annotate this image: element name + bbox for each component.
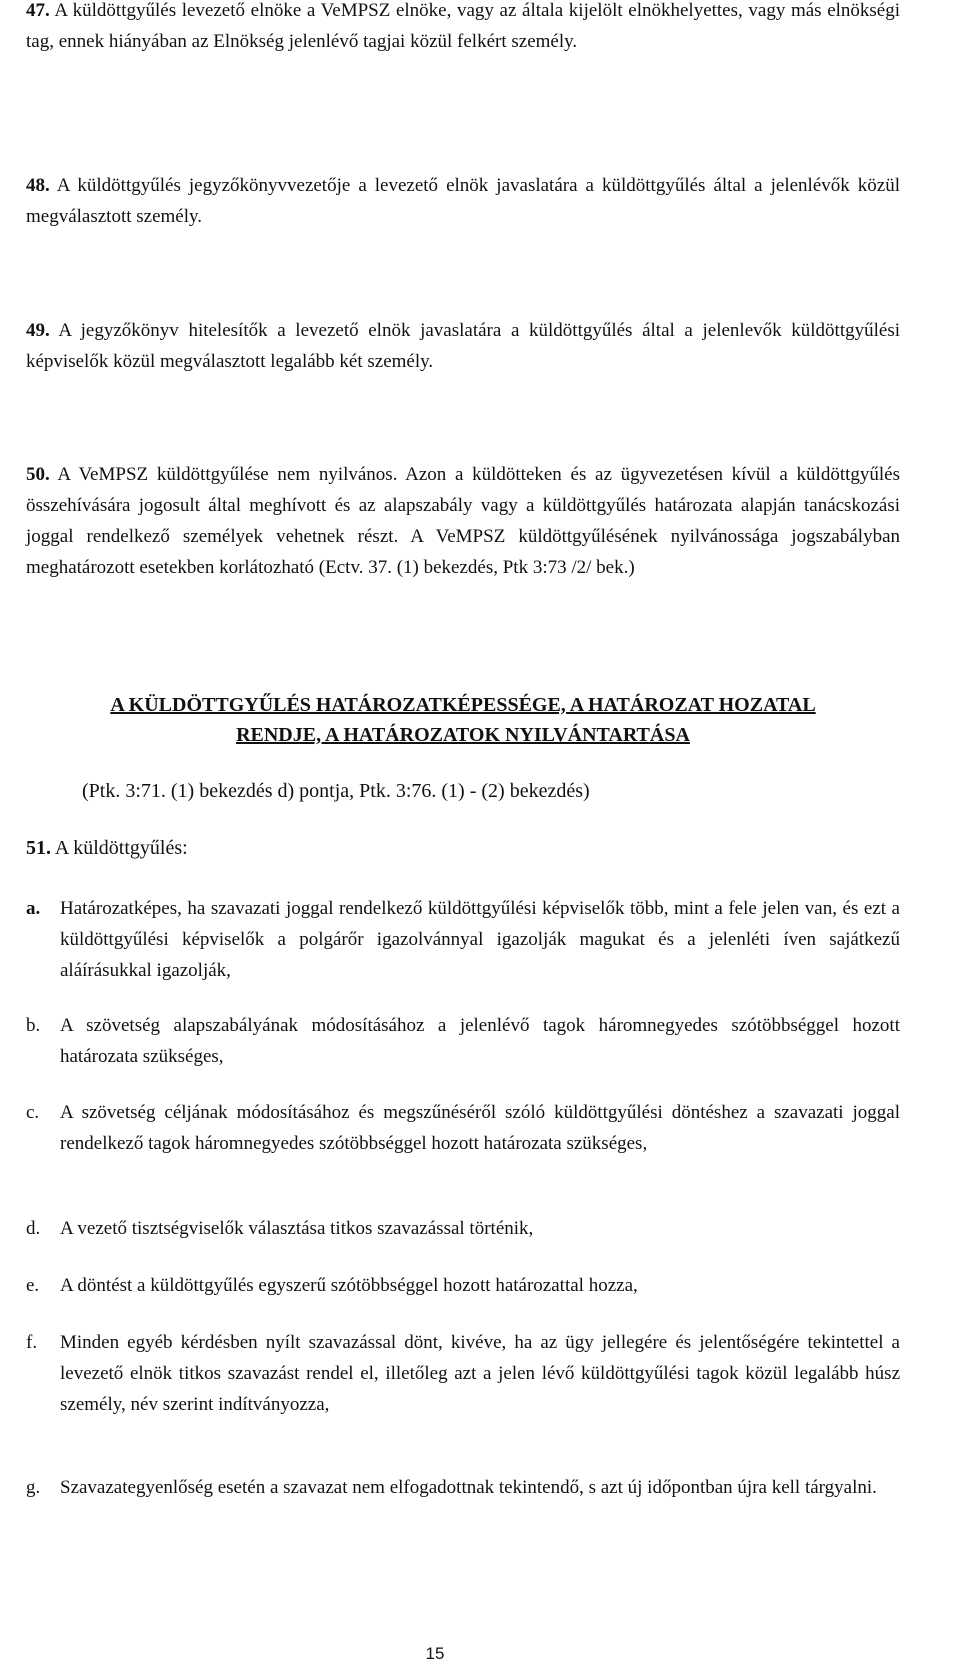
list-item-text: Szavazategyenlőség esetén a szavazat nem elfogadottnak tekintendő, s azt új időpontban újra kell tárgyalni. bbox=[60, 1477, 877, 1498]
list-item-letter: c. bbox=[26, 1102, 40, 1123]
list-item-text: A szövetség céljának módosításához és megszűnéséről szóló küldöttgyűlési döntéshez a szavazati joggal rendelkező tagok háromnegyedes szótöbbséggel hozott határozata szükséges, bbox=[60, 1102, 900, 1154]
list-item-letter: f. bbox=[26, 1332, 38, 1353]
paragraph-48 bbox=[26, 170, 900, 232]
list-item-b bbox=[26, 1010, 900, 1072]
section-heading bbox=[26, 690, 900, 750]
paragraph-47 bbox=[26, 0, 900, 57]
section-heading-line-2: RENDJE, A HATÁROZATOK NYILVÁNTARTÁSA bbox=[236, 724, 690, 746]
list-item-c bbox=[26, 1097, 900, 1159]
list-item-g bbox=[26, 1472, 900, 1503]
list-item-text: A szövetség alapszabályának módosításához a jelenlévő tagok háromnegyedes szótöbbséggel hozott határozata szükséges, bbox=[60, 1015, 900, 1067]
paragraph-number: 49. bbox=[26, 320, 50, 341]
paragraph-text: A VeMPSZ küldöttgyűlése nem nyilvános. Azon a küldötteken és az ügyvezetésen kívül a küldöttgyűlés összehívására jogosult által meghívott és az alapszabály vagy a küldöttgyűlés határozata alapján tanácskozási joggal rendelkező személyek vehetnek részt. A VeMPSZ küldöttgyűlésének nyilvánossága jogszabályban meghatározott esetekben korlátozható (Ectv. 37. (1) bekezdés, Ptk 3:73 /2/ bek.) bbox=[26, 464, 900, 578]
section-label: A küldöttgyűlés: bbox=[54, 837, 188, 859]
list-item-letter: b. bbox=[26, 1015, 41, 1036]
section-51 bbox=[26, 833, 188, 863]
paragraph-text: A küldöttgyűlés levezető elnöke a VeMPSZ elnöke, vagy az általa kijelölt elnökhelyettes, vagy más elnökségi tag, ennek hiányában az Elnökség jelenlévő tagjai közül felkért személy. bbox=[26, 0, 901, 52]
paragraph-number: 50. bbox=[26, 464, 50, 485]
list-item-e bbox=[26, 1270, 900, 1301]
paragraph-text: A küldöttgyűlés jegyzőkönyvvezetője a levezető elnök javaslatára a küldöttgyűlés által a jelenlévők közül megválasztott személy. bbox=[26, 175, 900, 227]
paragraph-49 bbox=[26, 315, 900, 377]
section-number: 51. bbox=[26, 837, 51, 859]
section-heading-line-1: A KÜLDÖTTGYŰLÉS HATÁROZATKÉPESSÉGE, A HATÁROZAT HOZATAL bbox=[110, 694, 816, 716]
list-item-text: A vezető tisztségviselők választása titkos szavazással történik, bbox=[60, 1218, 534, 1239]
list-item-letter: a. bbox=[26, 898, 41, 919]
list-item-d bbox=[26, 1213, 900, 1244]
list-item-text: A döntést a küldöttgyűlés egyszerű szótöbbséggel hozott határozattal hozza, bbox=[60, 1275, 638, 1296]
list-item-text: Határozatképes, ha szavazati joggal rendelkező küldöttgyűlési képviselők több, mint a fele jelen van, és ezt a küldöttgyűlési képviselők a polgárőr igazolvánnyal igazolják magukat és a jelenléti íven sajátkezű aláírásukkal igazolják, bbox=[60, 898, 900, 981]
paragraph-text: A jegyzőkönyv hitelesítők a levezető elnök javaslatára a küldöttgyűlés által a jelenlevők küldöttgyűlési képviselők közül megválasztott legalább két személy. bbox=[26, 320, 901, 372]
page-number: 15 bbox=[425, 1644, 445, 1663]
list-item-a bbox=[26, 893, 900, 986]
list-item-letter: e. bbox=[26, 1275, 40, 1296]
paragraph-number: 48. bbox=[26, 175, 50, 196]
legal-reference: (Ptk. 3:71. (1) bekezdés d) pontja, Ptk. 3:76. (1) - (2) bekezdés) bbox=[82, 780, 590, 802]
list-item-f bbox=[26, 1327, 900, 1420]
paragraph-50 bbox=[26, 459, 900, 583]
list-item-letter: g. bbox=[26, 1477, 41, 1498]
list-item-letter: d. bbox=[26, 1218, 41, 1239]
list-item-text: Minden egyéb kérdésben nyílt szavazással dönt, kivéve, ha az ügy jellegére és jelentőségére tekintettel a levezető elnök titkos szavazást rendel el, illetőleg azt a jelen lévő küldöttgyűlési tagok közül legalább húsz személy, név szerint indítványozza, bbox=[60, 1332, 900, 1415]
paragraph-number: 47. bbox=[26, 0, 50, 21]
